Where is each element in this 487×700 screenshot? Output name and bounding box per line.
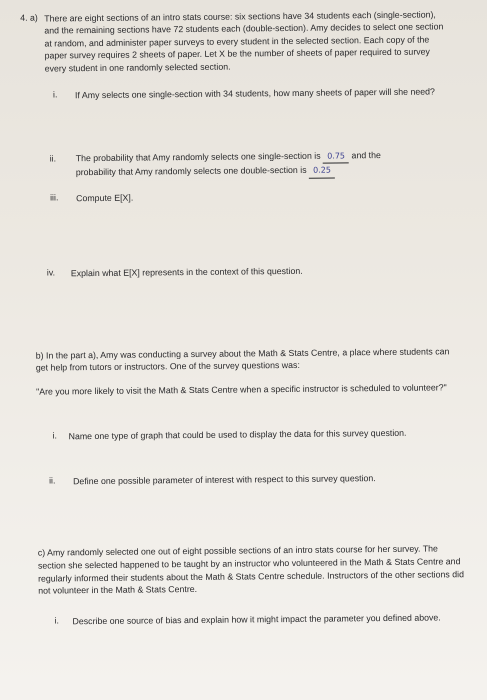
question-c-intro: c) Amy randomly selected one out of eight possible sections of an intro stats course for her survey. The section she selected happened to be taught by an instructor who volunteered in the Math & Stats Centre and regularly informed their students about the Math & Stats Centre schedule. Instructors of the other sections did not volunteer in the Math & Stats Centre. <box>37 543 464 597</box>
question-a-iii-number: iii. <box>50 192 59 203</box>
question-a-ii-number: ii. <box>49 153 57 164</box>
question-c-i-text: Describe one source of bias and explain how it might impact the parameter you defined above. <box>72 612 441 627</box>
question-a-iv-text: Explain what E[X] represents in the context of this question. <box>70 265 303 279</box>
question-c-i-number: i. <box>54 615 59 626</box>
handwritten-answer-double: 0.25 <box>309 165 335 179</box>
question-a-i-text: If Amy selects one single-section with 34 students, how many sheets of paper will she need? <box>74 86 435 101</box>
question-b-ii-number: ii. <box>48 475 56 486</box>
question-a-i-number: i. <box>52 89 58 100</box>
question-b-i-number: i. <box>52 430 58 441</box>
question-a-iv-number: iv. <box>46 267 56 278</box>
handwritten-answer-single: 0.75 <box>323 150 349 164</box>
question-a-iii-text: Compute E[X]. <box>76 192 134 204</box>
question-b-quote: "Are you more likely to visit the Math & Stats Centre when a specific instructor is scheduled to volunteer?" <box>36 382 447 397</box>
question-b-intro: b) In the part a), Amy was conducting a survey about the Math & Stats Centre, a place where students can get help from tutors or instructors. One of the survey questions was: <box>35 346 450 374</box>
question-b-i-text: Name one type of graph that could be used to display the data for this survey question. <box>68 427 407 442</box>
question-b-ii-text: Define one possible parameter of interest with respect to this survey question. <box>72 473 376 487</box>
question-a-intro: There are eight sections of an intro stats course: six sections have 34 students each (single-section), and the remaining sections have 72 students each (double-section). Amy decides to select one section at random, and administer paper surveys to every student in the selected section. Each copy of the paper survey requires 2 sheets of paper. Let X be the number of sheets of paper required to survey every student in one randomly selected section. <box>44 9 444 74</box>
question-a-ii-text-part3: probability that Amy randomly selects one double-section is <box>75 165 307 178</box>
question-a-ii-text-part2: and the <box>351 150 381 161</box>
question-a-ii-text <box>76 148 466 181</box>
question-a-label: 4. a) <box>20 12 38 23</box>
question-a-ii-text-part1: The probability that Amy randomly selects one single-section is <box>75 150 321 164</box>
